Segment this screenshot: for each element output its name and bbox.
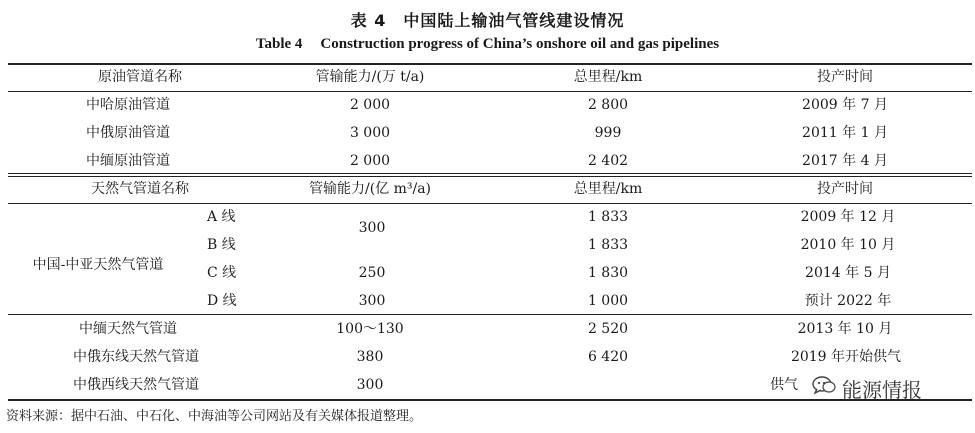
central-asia-date: 2009 年 12 月 xyxy=(800,209,896,225)
oil-row-name: 中哈原油管道 xyxy=(86,97,170,113)
central-asia-capacity-c: 250 xyxy=(358,265,386,281)
oil-header-length: 总里程/km xyxy=(573,69,643,85)
table-title-cn: 表 4 中国陆上输油气管线建设情况 xyxy=(350,11,625,30)
central-asia-date: 预计 2022 年 xyxy=(804,293,892,309)
watermark xyxy=(812,373,962,401)
gas-row-date: 2013 年 10 月 xyxy=(797,321,893,337)
oil-header-date: 投产时间 xyxy=(817,69,873,85)
gas-header-date: 投产时间 xyxy=(817,181,873,197)
central-asia-line: A 线 xyxy=(207,209,236,225)
oil-header-capacity: 管输能力/(万 t/a) xyxy=(315,69,425,85)
gas-header-capacity: 管输能力/(亿 m³/a) xyxy=(308,181,432,197)
central-asia-date: 2010 年 10 月 xyxy=(800,237,896,253)
gas-row-capacity: 100～130 xyxy=(336,321,404,337)
header-rule-oil xyxy=(8,91,972,92)
gas-row-name: 中缅天然气管道 xyxy=(79,321,177,337)
central-asia-length: 1 833 xyxy=(587,209,629,225)
section-divider xyxy=(8,173,972,174)
central-asia-name: 中国-中亚天然气管道 xyxy=(32,257,164,273)
oil-row-capacity: 2 000 xyxy=(349,153,391,169)
gas-row-length: 2 520 xyxy=(587,321,629,337)
oil-row-length: 2 402 xyxy=(587,153,629,169)
oil-row-name: 中缅原油管道 xyxy=(86,153,170,169)
gas-row-name: 中俄东线天然气管道 xyxy=(73,349,199,365)
header-rule-gas xyxy=(8,203,972,204)
central-asia-date: 2014 年 5 月 xyxy=(805,265,891,281)
oil-row-name: 中俄原油管道 xyxy=(86,125,170,141)
central-asia-capacity-d: 300 xyxy=(358,293,386,309)
central-asia-length: 1 833 xyxy=(587,237,629,253)
gas-row-capacity: 380 xyxy=(356,349,384,365)
table-caption: Construction progress of China’s onshore oil and gas pipelines xyxy=(320,36,720,52)
central-asia-line: B 线 xyxy=(207,237,236,253)
source-note: 资料来源：据中石油、中石化、中海油等公司网站及有关媒体报道整理。 xyxy=(6,409,423,424)
wechat-bubble-icon xyxy=(812,375,836,395)
oil-row-capacity: 3 000 xyxy=(349,125,391,141)
oil-row-date: 2011 年 1 月 xyxy=(802,125,888,141)
central-asia-divider xyxy=(8,314,972,315)
gas-header-length: 总里程/km xyxy=(573,181,643,197)
central-asia-length: 1 830 xyxy=(587,265,629,281)
table-title-en xyxy=(0,36,975,53)
oil-row-date: 2009 年 7 月 xyxy=(802,97,888,113)
watermark-text: 能源情报 xyxy=(842,378,922,402)
oil-row-length: 999 xyxy=(594,125,622,141)
gas-row-date: 供气 xyxy=(770,377,798,393)
gas-row-capacity: 300 xyxy=(356,377,384,393)
oil-row-capacity: 2 000 xyxy=(349,97,391,113)
gas-row-length: 6 420 xyxy=(587,349,629,365)
central-asia-line: C 线 xyxy=(207,265,237,281)
oil-header-name: 原油管道名称 xyxy=(98,69,182,85)
table-number: Table 4 xyxy=(255,36,303,52)
central-asia-line: D 线 xyxy=(207,293,237,309)
top-rule xyxy=(8,63,972,65)
oil-row-length: 2 800 xyxy=(587,97,629,113)
central-asia-length: 1 000 xyxy=(587,293,629,309)
oil-row-date: 2017 年 4 月 xyxy=(802,153,888,169)
central-asia-capacity-ab: 300 xyxy=(358,220,386,236)
gas-row-name: 中俄西线天然气管道 xyxy=(73,377,199,393)
gas-row-date: 2019 年开始供气 xyxy=(790,349,902,365)
gas-header-name: 天然气管道名称 xyxy=(91,181,189,197)
